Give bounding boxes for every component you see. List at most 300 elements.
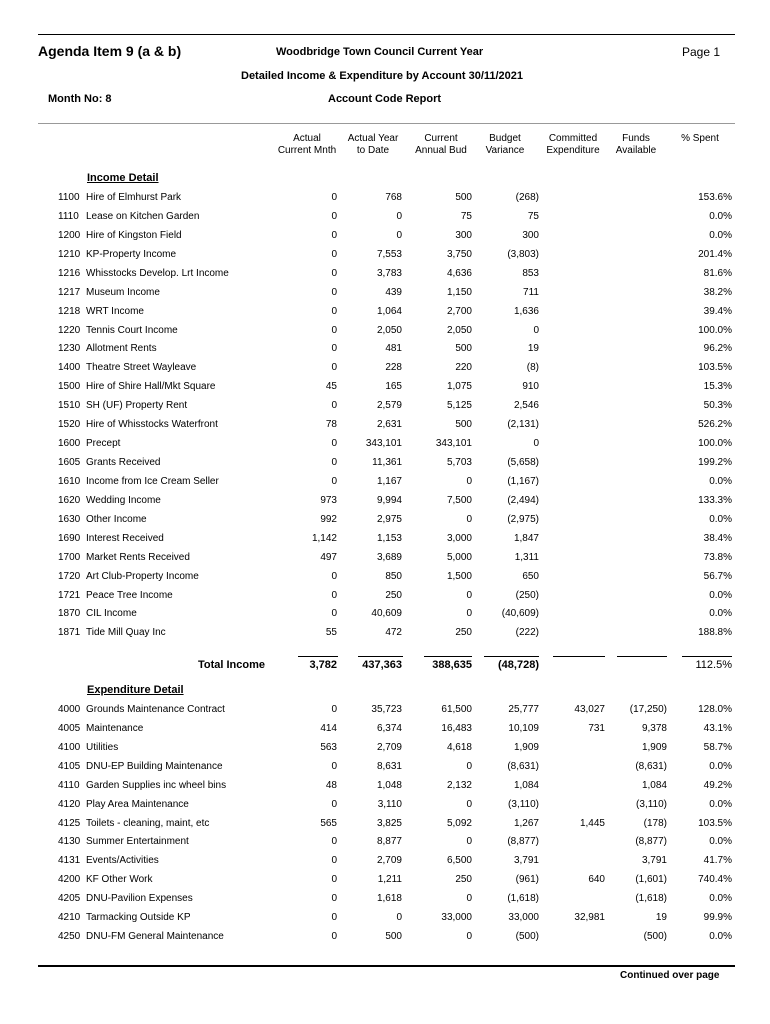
actual-ytd: 8,631 xyxy=(376,760,402,772)
account-name: SH (UF) Property Rent xyxy=(86,400,188,412)
percent-spent: 81.6% xyxy=(703,267,732,279)
account-name: Peace Tree Income xyxy=(86,589,173,601)
actual-ytd: 343,101 xyxy=(365,438,402,450)
table-row xyxy=(0,818,770,837)
funds-available: (178) xyxy=(643,817,667,829)
table-row xyxy=(0,893,770,912)
budget-variance: 1,084 xyxy=(513,779,539,791)
account-code: 1110 xyxy=(58,210,79,222)
percent-spent: 201.4% xyxy=(698,248,732,260)
percent-spent: 49.2% xyxy=(703,779,732,791)
account-name: DNU-FM General Maintenance xyxy=(86,931,224,943)
actual-month: 0 xyxy=(331,324,337,336)
budget-variance: (268) xyxy=(515,192,539,203)
funds-available: 1,084 xyxy=(641,779,667,791)
agenda-item-title: Agenda Item 9 (a & b) xyxy=(38,43,182,59)
funds-available: (8,631) xyxy=(635,760,667,772)
annual-budget: 5,000 xyxy=(446,551,472,563)
total-line xyxy=(298,656,338,657)
table-row xyxy=(0,495,770,514)
account-code: 4130 xyxy=(58,836,81,848)
account-name: Hire of Whisstocks Waterfront xyxy=(86,419,218,431)
actual-month: 973 xyxy=(320,494,337,506)
table-row xyxy=(0,457,770,476)
account-name: DNU-Pavilion Expenses xyxy=(86,893,193,905)
table-row xyxy=(0,249,770,268)
budget-variance: (961) xyxy=(515,874,539,886)
actual-ytd: 439 xyxy=(385,286,402,298)
annual-budget: 61,500 xyxy=(441,704,472,715)
account-code: 1500 xyxy=(58,381,81,393)
account-code: 1100 xyxy=(58,192,80,203)
actual-ytd: 481 xyxy=(385,343,402,355)
actual-month: 45 xyxy=(325,381,337,393)
table-row xyxy=(0,514,770,533)
account-name: WRT Income xyxy=(86,305,144,317)
actual-ytd: 11,361 xyxy=(372,457,402,469)
col-header-annual-bud: Current Annual Bud xyxy=(415,133,467,156)
actual-ytd: 1,048 xyxy=(376,779,402,791)
account-code: 4120 xyxy=(58,798,81,810)
actual-month: 992 xyxy=(320,513,337,525)
actual-ytd: 2,631 xyxy=(376,419,402,431)
account-name: Tarmacking Outside KP xyxy=(86,912,191,924)
actual-month: 0 xyxy=(331,343,337,355)
table-row xyxy=(0,723,770,742)
percent-spent: 0.0% xyxy=(709,760,732,772)
budget-variance: 853 xyxy=(522,267,539,279)
annual-budget: 0 xyxy=(466,798,472,810)
actual-month: 0 xyxy=(331,912,337,924)
budget-variance: 19 xyxy=(527,343,539,355)
annual-budget: 0 xyxy=(466,931,472,943)
col-header-funds: Funds Available xyxy=(615,133,657,156)
actual-ytd: 7,553 xyxy=(376,248,402,260)
annual-budget: 0 xyxy=(466,836,472,848)
budget-variance: (40,609) xyxy=(501,608,539,620)
annual-budget: 7,500 xyxy=(446,494,472,506)
annual-budget: 75 xyxy=(460,210,472,222)
budget-variance: 75 xyxy=(527,210,539,222)
actual-month: 0 xyxy=(331,210,337,222)
annual-budget: 3,000 xyxy=(446,532,472,544)
month-number: Month No: 8 xyxy=(48,93,112,105)
total-line xyxy=(358,656,403,657)
report-title: Detailed Income & Expenditure by Account 30/11/2021 xyxy=(241,70,524,82)
actual-ytd: 9,994 xyxy=(376,494,402,506)
actual-ytd: 2,975 xyxy=(376,513,402,525)
actual-ytd: 1,211 xyxy=(377,874,402,886)
income-heading: Income Detail xyxy=(87,172,159,184)
account-code: 4125 xyxy=(58,817,81,829)
col-header-pct-spent: % Spent xyxy=(681,133,719,144)
actual-month: 78 xyxy=(325,419,337,431)
total-line xyxy=(682,656,732,657)
account-name: Utilities xyxy=(86,741,119,753)
percent-spent: 58.7% xyxy=(703,741,732,753)
annual-budget: 1,150 xyxy=(446,286,472,298)
percent-spent: 188.8% xyxy=(698,627,732,639)
total-cell: 437,363 xyxy=(362,659,402,671)
table-row xyxy=(0,192,770,211)
funds-available: 9,378 xyxy=(641,722,667,734)
annual-budget: 2,132 xyxy=(446,779,472,791)
annual-budget: 2,700 xyxy=(446,305,472,317)
annual-budget: 220 xyxy=(455,362,472,374)
account-name: Art Club-Property Income xyxy=(86,570,199,582)
budget-variance: (2,494) xyxy=(507,494,539,506)
actual-month: 0 xyxy=(331,589,337,601)
funds-available: (500) xyxy=(643,931,667,943)
actual-month: 55 xyxy=(325,627,337,639)
table-row xyxy=(0,912,770,931)
committed-expenditure: 640 xyxy=(588,874,605,886)
account-name: Maintenance xyxy=(86,722,144,734)
council-name: Woodbridge Town Council Current Year xyxy=(276,46,484,58)
funds-available: (3,110) xyxy=(636,798,667,810)
funds-available: 3,791 xyxy=(641,855,667,867)
actual-month: 0 xyxy=(331,457,337,469)
annual-budget: 500 xyxy=(455,419,472,431)
budget-variance: 711 xyxy=(523,286,539,298)
account-name: Interest Received xyxy=(86,532,164,544)
account-name: Events/Activities xyxy=(86,855,159,867)
account-code: 1690 xyxy=(58,532,81,544)
percent-spent: 96.2% xyxy=(703,343,732,355)
actual-month: 0 xyxy=(331,286,337,298)
budget-variance: (2,975) xyxy=(507,513,539,525)
budget-variance: 650 xyxy=(522,570,539,582)
header-rule xyxy=(38,123,735,124)
table-row xyxy=(0,931,770,950)
actual-ytd: 1,167 xyxy=(376,475,402,487)
budget-variance: 300 xyxy=(522,229,539,241)
actual-month: 0 xyxy=(331,608,337,620)
actual-month: 1,142 xyxy=(311,532,337,544)
committed-expenditure: 731 xyxy=(588,722,605,734)
col-header-variance: Budget Variance xyxy=(485,133,525,156)
budget-variance: (2,131) xyxy=(507,419,539,431)
actual-ytd: 3,110 xyxy=(377,798,402,810)
actual-ytd: 35,723 xyxy=(371,704,402,715)
table-row xyxy=(0,704,770,723)
account-name: Grants Received xyxy=(86,457,161,469)
account-code: 1216 xyxy=(58,267,81,279)
actual-ytd: 472 xyxy=(385,627,402,639)
percent-spent: 128.0% xyxy=(698,704,732,715)
percent-spent: 0.0% xyxy=(709,513,732,525)
actual-month: 0 xyxy=(331,760,337,772)
account-code: 1217 xyxy=(58,286,81,298)
annual-budget: 16,483 xyxy=(441,722,472,734)
budget-variance: (3,110) xyxy=(508,798,539,810)
annual-budget: 0 xyxy=(466,608,472,620)
percent-spent: 38.4% xyxy=(703,532,732,544)
budget-variance: 33,000 xyxy=(508,912,539,924)
actual-month: 0 xyxy=(331,704,337,715)
actual-ytd: 2,709 xyxy=(376,855,402,867)
funds-available: 19 xyxy=(655,912,667,924)
table-row xyxy=(0,211,770,230)
actual-ytd: 768 xyxy=(385,192,402,203)
continued-note: Continued over page xyxy=(620,970,720,981)
account-code: 4210 xyxy=(58,912,81,924)
account-name: Tide Mill Quay Inc xyxy=(86,627,166,639)
percent-spent: 0.0% xyxy=(709,589,732,601)
income-total-row xyxy=(0,659,770,679)
account-name: Theatre Street Wayleave xyxy=(86,362,197,374)
budget-variance: (8,877) xyxy=(507,836,539,848)
actual-month: 414 xyxy=(320,722,337,734)
funds-available: (1,601) xyxy=(635,874,667,886)
account-code: 1200 xyxy=(58,229,81,241)
col-header-actual-month: Actual Current Mnth xyxy=(277,133,337,156)
account-name: Other Income xyxy=(86,513,147,525)
account-name: Toilets - cleaning, maint, etc xyxy=(86,817,210,829)
account-code: 1220 xyxy=(58,324,81,336)
col-header-actual-ytd: Actual Year to Date xyxy=(347,133,399,156)
actual-ytd: 228 xyxy=(385,362,402,374)
account-name: DNU-EP Building Maintenance xyxy=(86,760,223,772)
actual-ytd: 3,689 xyxy=(376,551,402,563)
annual-budget: 6,500 xyxy=(446,855,472,867)
annual-budget: 0 xyxy=(466,760,472,772)
annual-budget: 4,618 xyxy=(446,741,472,753)
percent-spent: 740.4% xyxy=(698,874,732,886)
percent-spent: 38.2% xyxy=(703,286,732,298)
percent-spent: 526.2% xyxy=(698,419,732,431)
percent-spent: 0.0% xyxy=(709,475,732,487)
account-code: 4205 xyxy=(58,893,81,905)
account-name: KP-Property Income xyxy=(86,248,177,260)
percent-spent: 0.0% xyxy=(709,798,732,810)
account-code: 1870 xyxy=(58,608,81,620)
account-code: 4000 xyxy=(58,704,81,715)
account-code: 1520 xyxy=(58,419,81,431)
account-code: 4100 xyxy=(58,741,81,753)
annual-budget: 4,636 xyxy=(446,267,472,279)
committed-expenditure: 1,445 xyxy=(579,817,605,829)
actual-ytd: 250 xyxy=(385,589,402,601)
table-row xyxy=(0,799,770,818)
actual-ytd: 1,618 xyxy=(376,893,402,905)
budget-variance: (222) xyxy=(515,627,539,639)
account-code: 1620 xyxy=(58,494,81,506)
budget-variance: 3,791 xyxy=(513,855,539,867)
budget-variance: (1,618) xyxy=(507,893,539,905)
actual-ytd: 0 xyxy=(396,210,402,222)
account-name: Allotment Rents xyxy=(86,343,157,355)
actual-ytd: 2,579 xyxy=(376,400,402,412)
actual-ytd: 1,064 xyxy=(376,305,402,317)
account-name: Museum Income xyxy=(86,286,160,298)
actual-month: 0 xyxy=(331,248,337,260)
table-row xyxy=(0,343,770,362)
actual-ytd: 3,783 xyxy=(376,267,402,279)
account-name: Precept xyxy=(86,438,121,450)
percent-spent: 103.5% xyxy=(698,817,732,829)
annual-budget: 300 xyxy=(455,229,472,241)
table-row xyxy=(0,230,770,249)
actual-ytd: 165 xyxy=(385,381,402,393)
actual-month: 565 xyxy=(320,817,337,829)
annual-budget: 250 xyxy=(455,627,472,639)
percent-spent: 0.0% xyxy=(709,931,732,943)
actual-ytd: 8,877 xyxy=(376,836,402,848)
account-code: 1400 xyxy=(58,362,81,374)
budget-variance: 2,546 xyxy=(513,400,539,412)
actual-ytd: 2,050 xyxy=(376,324,402,336)
percent-spent: 15.3% xyxy=(703,381,732,393)
percent-spent: 56.7% xyxy=(703,570,732,582)
annual-budget: 1,500 xyxy=(446,570,472,582)
account-code: 4005 xyxy=(58,722,81,734)
table-row xyxy=(0,400,770,419)
percent-spent: 100.0% xyxy=(698,438,732,450)
account-code: 1720 xyxy=(58,570,81,582)
actual-month: 0 xyxy=(331,400,337,412)
account-name: Whisstocks Develop. Lrt Income xyxy=(86,267,229,279)
percent-spent: 0.0% xyxy=(709,836,732,848)
total-cell: 388,635 xyxy=(432,659,472,671)
total-line xyxy=(484,656,539,657)
percent-spent: 50.3% xyxy=(703,400,732,412)
account-name: Summer Entertainment xyxy=(86,836,189,848)
actual-month: 0 xyxy=(331,267,337,279)
table-row xyxy=(0,590,770,609)
percent-spent: 0.0% xyxy=(709,608,732,620)
account-name: Lease on Kitchen Garden xyxy=(86,210,200,222)
actual-month: 0 xyxy=(331,874,337,886)
actual-ytd: 2,709 xyxy=(376,741,402,753)
budget-variance: (5,658) xyxy=(507,457,539,469)
account-code: 4250 xyxy=(58,931,81,943)
account-code: 1871 xyxy=(58,627,81,639)
account-code: 1230 xyxy=(58,343,81,355)
actual-month: 0 xyxy=(331,305,337,317)
budget-variance: 0 xyxy=(533,438,539,450)
percent-spent: 103.5% xyxy=(698,362,732,374)
annual-budget: 0 xyxy=(466,513,472,525)
funds-available: (8,877) xyxy=(635,836,667,848)
account-code: 1605 xyxy=(58,457,81,469)
total-label: Total Income xyxy=(197,659,265,671)
account-name: KF Other Work xyxy=(86,874,153,886)
account-code: 1218 xyxy=(58,305,81,317)
annual-budget: 1,075 xyxy=(446,381,472,393)
annual-budget: 343,101 xyxy=(435,438,472,450)
account-name: Wedding Income xyxy=(86,494,161,506)
budget-variance: 1,636 xyxy=(513,305,539,317)
actual-month: 0 xyxy=(331,570,337,582)
report-type: Account Code Report xyxy=(328,93,442,105)
percent-spent: 43.1% xyxy=(703,722,732,734)
annual-budget: 33,000 xyxy=(441,912,472,924)
actual-ytd: 0 xyxy=(396,912,402,924)
actual-ytd: 0 xyxy=(396,229,402,241)
percent-spent: 133.3% xyxy=(698,494,732,506)
actual-month: 48 xyxy=(325,779,337,791)
table-row xyxy=(0,761,770,780)
annual-budget: 3,750 xyxy=(446,248,472,260)
account-code: 4131 xyxy=(58,855,81,867)
percent-spent: 0.0% xyxy=(709,229,732,241)
committed-expenditure: 32,981 xyxy=(574,912,605,924)
percent-spent: 0.0% xyxy=(709,893,732,905)
actual-month: 0 xyxy=(331,893,337,905)
total-line xyxy=(553,656,605,657)
total-cell: 112.5% xyxy=(695,659,732,671)
table-row xyxy=(0,268,770,287)
budget-variance: 25,777 xyxy=(508,704,539,715)
account-code: 4105 xyxy=(58,760,81,772)
top-rule xyxy=(38,34,735,35)
footer-rule xyxy=(38,965,735,967)
actual-month: 497 xyxy=(320,551,337,563)
annual-budget: 2,050 xyxy=(446,324,472,336)
annual-budget: 500 xyxy=(455,343,472,355)
percent-spent: 39.4% xyxy=(703,305,732,317)
account-code: 1700 xyxy=(58,551,81,563)
account-code: 4200 xyxy=(58,874,81,886)
account-name: Play Area Maintenance xyxy=(86,798,189,810)
table-row xyxy=(0,325,770,344)
table-row xyxy=(0,780,770,799)
table-row xyxy=(0,552,770,571)
table-row xyxy=(0,533,770,552)
percent-spent: 199.2% xyxy=(698,457,732,469)
account-code: 1600 xyxy=(58,438,81,450)
budget-variance: (1,167) xyxy=(507,475,539,487)
account-name: Grounds Maintenance Contract xyxy=(86,704,225,715)
account-code: 1610 xyxy=(58,475,81,487)
table-row xyxy=(0,855,770,874)
actual-month: 0 xyxy=(331,229,337,241)
percent-spent: 41.7% xyxy=(703,855,732,867)
annual-budget: 500 xyxy=(455,192,472,203)
table-row xyxy=(0,836,770,855)
table-row xyxy=(0,476,770,495)
account-code: 1721 xyxy=(58,589,81,601)
annual-budget: 5,125 xyxy=(446,400,472,412)
budget-variance: 0 xyxy=(533,324,539,336)
actual-month: 0 xyxy=(331,475,337,487)
annual-budget: 0 xyxy=(466,893,472,905)
account-code: 1510 xyxy=(58,400,81,412)
account-name: Market Rents Received xyxy=(86,551,190,563)
percent-spent: 0.0% xyxy=(709,210,732,222)
percent-spent: 153.6% xyxy=(698,192,732,203)
actual-month: 563 xyxy=(320,741,337,753)
annual-budget: 250 xyxy=(455,874,472,886)
account-name: Hire of Elmhurst Park xyxy=(86,192,182,203)
actual-ytd: 6,374 xyxy=(376,722,402,734)
account-code: 1210 xyxy=(58,248,81,260)
funds-available: 1,909 xyxy=(641,741,667,753)
total-cell: (48,728) xyxy=(498,659,539,671)
annual-budget: 5,703 xyxy=(446,457,472,469)
percent-spent: 99.9% xyxy=(703,912,732,924)
table-row xyxy=(0,608,770,627)
actual-ytd: 1,153 xyxy=(376,532,402,544)
expenditure-heading: Expenditure Detail xyxy=(87,684,184,696)
actual-ytd: 3,825 xyxy=(376,817,402,829)
col-header-committed: Committed Expenditure xyxy=(546,133,600,156)
account-name: Income from Ice Cream Seller xyxy=(86,475,219,487)
table-row xyxy=(0,381,770,400)
budget-variance: (8,631) xyxy=(507,760,539,772)
actual-ytd: 40,609 xyxy=(371,608,402,620)
